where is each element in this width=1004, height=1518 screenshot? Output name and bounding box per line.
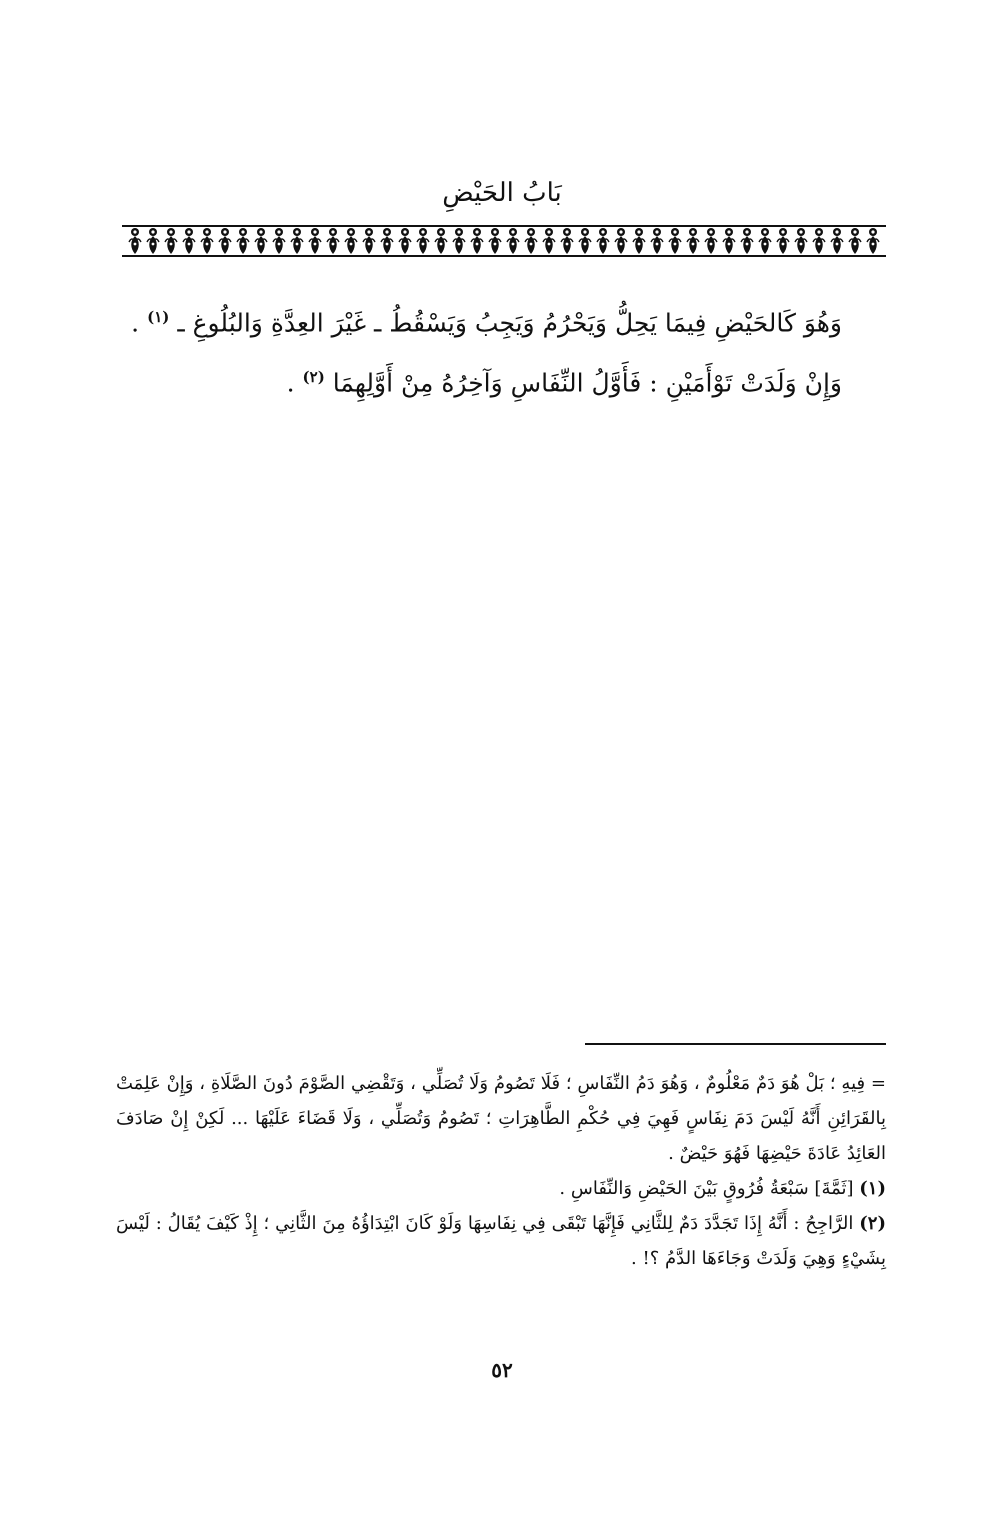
footnote-text: [ثَمَّةَ] سَبْعَةُ فُرُوقٍ بَيْنَ الحَيْضِ وَالنِّفَاسِ . <box>559 1178 854 1199</box>
line-period: . <box>131 308 140 338</box>
main-body-text <box>131 290 842 411</box>
body-line-text: وَإِنْ وَلَدَتْ تَوْأَمَيْنِ : فَأَوَّلُ النِّفَاسِ وَآخِرُهُ مِنْ أَوَّلِهِمَا <box>332 368 842 398</box>
page-number: ٥٢ <box>491 1358 513 1382</box>
floral-border-ornament-icon <box>122 224 886 258</box>
footnote-ref[interactable]: (٢) <box>302 368 325 387</box>
body-line-text: وَهُوَ كَالحَيْضِ فِيمَا يَحِلُّ وَيَحْرُمُ وَيَجِبُ وَيَسْقُطُ ـ غَيْرَ العِدَّةِ وَالبُلُوغِ ـ <box>177 308 842 338</box>
chapter-title: بَابُ الحَيْضِ <box>442 178 562 208</box>
line-period: . <box>286 368 295 398</box>
footnote-ref[interactable]: (١) <box>147 308 170 326</box>
body-line <box>152 350 842 410</box>
footnote-continuation: = فِيهِ ؛ بَلْ هُوَ دَمٌ مَعْلُومٌ ، وَهُوَ دَمُ النِّفَاسِ ؛ فَلَا تَصُومُ وَلَا تُصَلِّي ، وَتَقْضِي الصَّوْمَ دُونَ الصَّلَاةِ ، وَإِنْ عَلِمَتْ بِالقَرَائِنِ أَنَّهُ لَيْسَ دَمَ نِفَاسٍ فَهِيَ فِي حُكْمِ الطَّاهِرَاتِ ؛ تَصُومُ وَتُصَلِّي ، وَلَا قَضَاءَ عَلَيْهَا ... لَكِنْ إِنْ صَادَفَ العَائِدُ عَادَةَ حَيْضِهَا فَهُوَ حَيْضٌ . <box>116 1073 886 1164</box>
body-line <box>131 290 842 350</box>
footnote-text: الرَّاجِحُ : أَنَّهُ إِذَا تَجَدَّدَ دَمٌ لِلثَّانِي فَإِنَّهَا تَبْقَى فِي نِفَاسِهَا وَلَوْ كَانَ ابْتِدَاؤُهُ مِنَ الثَّانِي ؛ إِذْ كَيْفَ يُقَالُ : لَيْسَ بِشَيْءٍ وَهِيَ وَلَدَتْ وَجَاءَهَا الدَّمُ ؟! . <box>116 1213 886 1269</box>
footnote-separator <box>585 1043 886 1045</box>
footnote-item <box>116 1206 886 1276</box>
footnote-item <box>116 1171 886 1206</box>
footnote-number: (١) <box>859 1178 886 1199</box>
footnote-number: (٢) <box>859 1213 886 1234</box>
footnotes-section <box>116 1066 886 1276</box>
